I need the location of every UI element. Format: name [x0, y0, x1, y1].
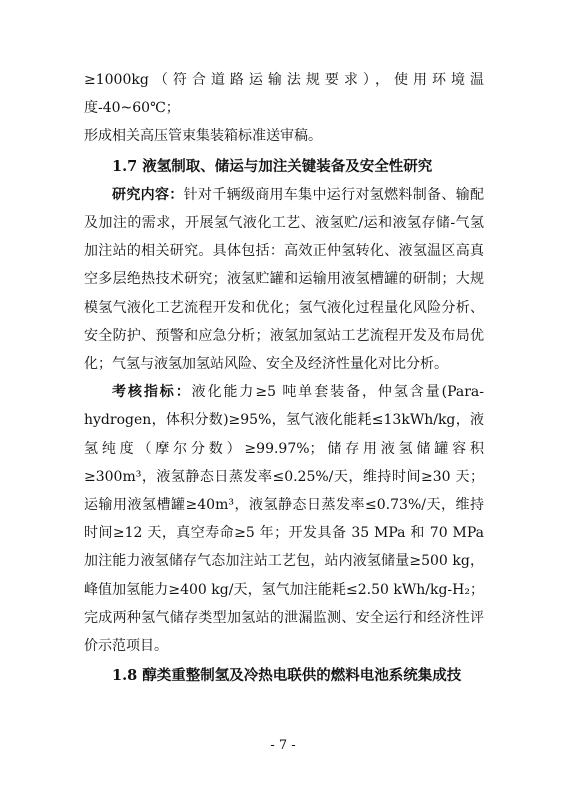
page-number: - 7 -: [270, 738, 296, 753]
section-1-7-heading: 1.7 液氢制取、储运与加注关键装备及安全性研究: [112, 157, 433, 175]
assessment-indicator-label: 考核指标：: [112, 384, 192, 401]
assessment-indicator-text: 液化能力≥5 吨单套装备，仲氢含量(Para-hydrogen，体积分数)≥95%，氢气液化能耗≤13kWh/kg，液氢纯度（摩尔分数）≥99.97%；储存用液氢储罐容积≥300m³，液氢静态日蒸发率≤0.25%/天，维持时间≥30 天；运输用液氢槽罐≥40m³，液氢静态日蒸发率≤0.73%/天，维持时间≥12 天，真空寿命≥5 年；开发具备 35 MPa 和 70 MPa 加注能力液氢储存气态加注站工艺包，站内液氢储量≥500 kg，峰值加氢能力≥400 kg/天，氢气加注能耗≤2.50 kWh/kg-H₂；完成两种氢气储存类型加氢站的泄漏监测、安全运行和经济性评价示范项目。: [84, 384, 484, 655]
document-body: [84, 66, 484, 690]
research-content-paragraph: [84, 181, 484, 378]
section-1-8-heading: 1.8 醇类重整制氢及冷热电联供的燃料电池系统集成技: [112, 667, 462, 685]
research-content-label: 研究内容：: [112, 186, 184, 203]
continued-paragraph-line-2: 形成相关高压管束集装箱标准送审稿。: [84, 128, 322, 145]
continued-paragraph-line-1: ≥1000kg（符合道路运输法规要求），使用环境温度-40~60℃；: [84, 72, 484, 117]
assessment-indicator-paragraph: [84, 378, 484, 660]
research-content-text: 针对千辆级商用车集中运行对氢燃料制备、输配及加注的需求，开展氢气液化工艺、液氢贮/运和液氢存储-气氢加注站的相关研究。具体包括：高效正仲氢转化、液氢温区高真空多层绝热技术研究；液氢贮罐和运输用液氢槽罐的研制；大规模氢气液化工艺流程开发和优化；氢气液化过程量化风险分析、安全防护、预警和应急分析；液氢加氢站工艺流程开发及布局优化；气氢与液氢加氢站风险、安全及经济性量化对比分析。: [84, 186, 485, 373]
